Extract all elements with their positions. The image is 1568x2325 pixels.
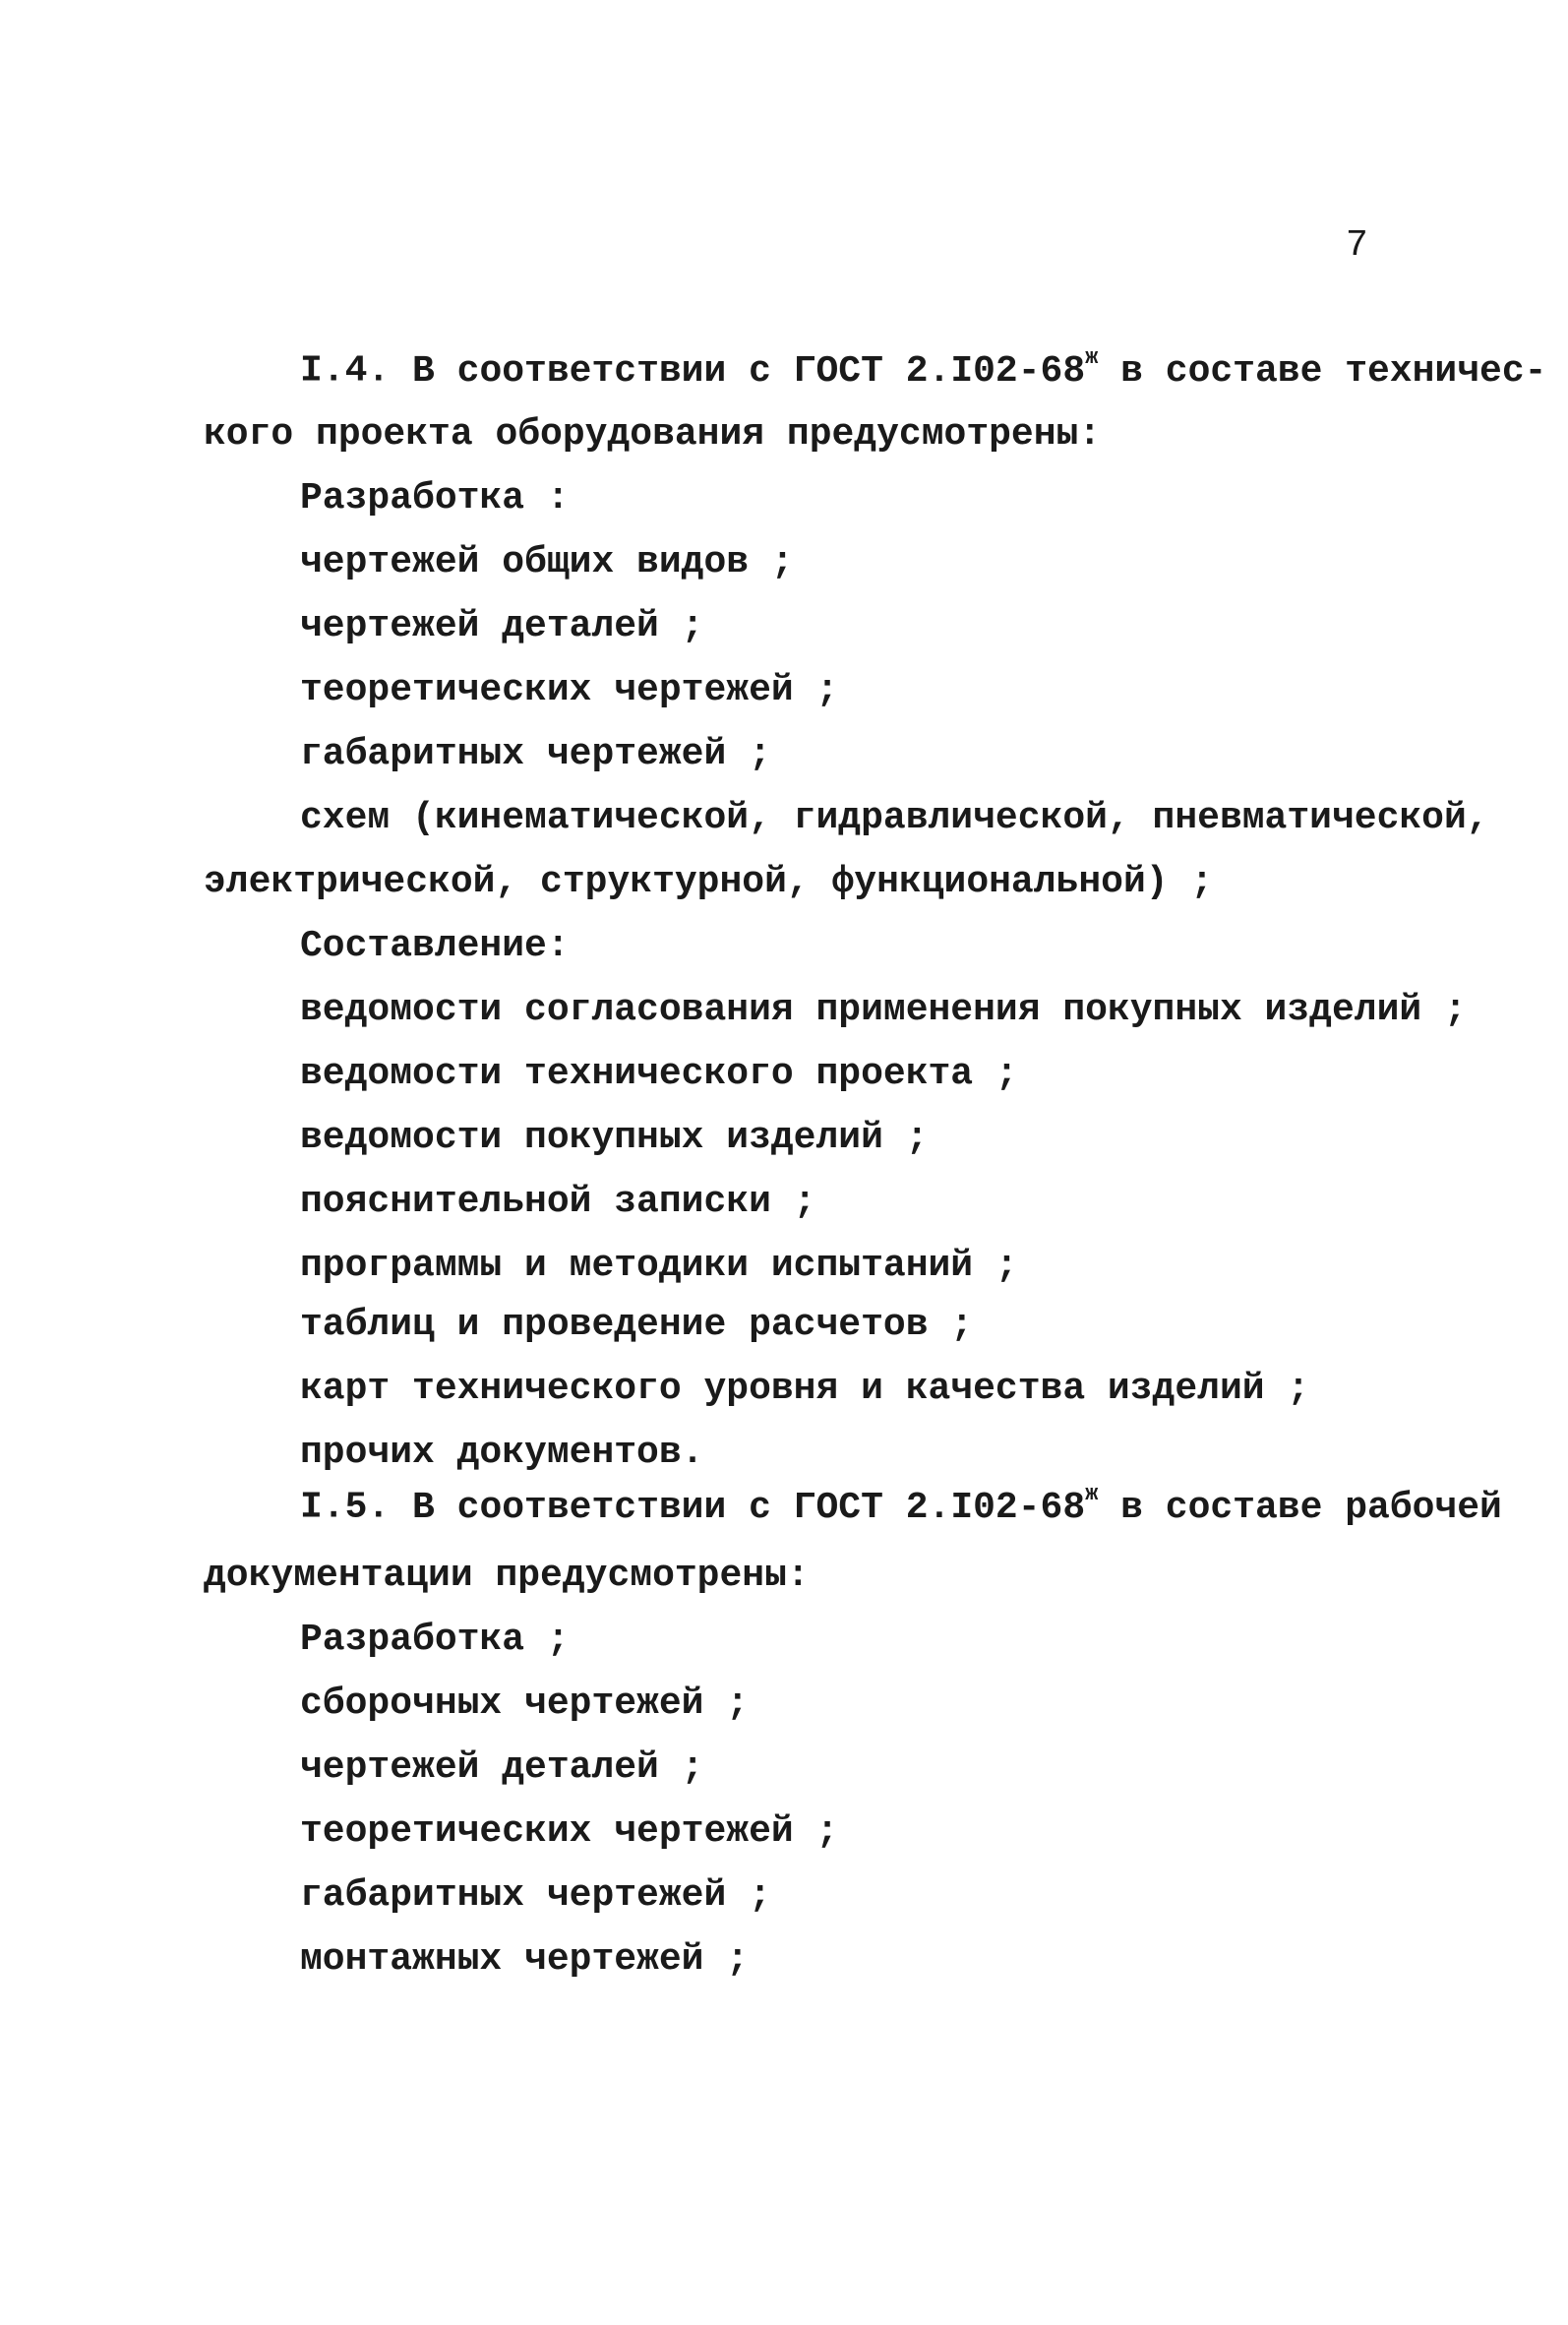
list-item: пояснительной записки ; bbox=[300, 1181, 816, 1223]
list-item: теоретических чертежей ; bbox=[300, 669, 839, 711]
edition-mark: ж bbox=[1085, 345, 1099, 370]
heading-development: Разработка ; bbox=[300, 1619, 570, 1661]
list-item: прочих документов. bbox=[300, 1432, 704, 1474]
heading-development: Разработка : bbox=[300, 477, 570, 520]
section-1-5-intro bbox=[300, 1482, 1502, 1529]
list-item: схем (кинематической, гидравлической, пневматической, bbox=[300, 797, 1489, 839]
list-item: ведомости согласования применения покупных изделий ; bbox=[300, 989, 1467, 1031]
list-item: габаритных чертежей ; bbox=[300, 1874, 771, 1917]
list-item: чертежей деталей ; bbox=[300, 1746, 704, 1789]
intro-text: В соответствии с ГОСТ $2.I02-68^ж$ в составе рабочей bbox=[412, 1482, 1502, 1529]
list-item-continuation: электрической, структурной, функциональной) ; bbox=[204, 861, 1214, 903]
page-number: 7 bbox=[1346, 224, 1368, 267]
section-number: I.4. bbox=[300, 349, 391, 393]
heading-compilation: Составление: bbox=[300, 925, 570, 967]
edition-mark: ж bbox=[1085, 1482, 1099, 1506]
list-item: сборочных чертежей ; bbox=[300, 1683, 750, 1725]
list-item: теоретических чертежей ; bbox=[300, 1810, 839, 1853]
list-item: карт технического уровня и качества изделий ; bbox=[300, 1368, 1310, 1410]
list-item: ведомости покупных изделий ; bbox=[300, 1117, 929, 1159]
list-item: ведомости технического проекта ; bbox=[300, 1053, 1018, 1095]
intro-text: В соответствии с ГОСТ $2.I02-68^ж$ в составе техничес- bbox=[412, 345, 1547, 393]
list-item: таблиц и проведение расчетов ; bbox=[300, 1304, 974, 1346]
section-number: I.5. bbox=[300, 1486, 391, 1529]
list-item: программы и методики испытаний ; bbox=[300, 1245, 1018, 1287]
list-item: монтажных чертежей ; bbox=[300, 1938, 750, 1981]
list-item: чертежей деталей ; bbox=[300, 605, 704, 647]
list-item: габаритных чертежей ; bbox=[300, 733, 771, 775]
section-1-4-intro bbox=[300, 345, 1547, 393]
section-1-5-intro-line2: документации предусмотрены: bbox=[204, 1555, 810, 1597]
section-1-4-intro-line2: кого проекта оборудования предусмотрены: bbox=[204, 413, 1102, 456]
list-item: чертежей общих видов ; bbox=[300, 541, 794, 583]
